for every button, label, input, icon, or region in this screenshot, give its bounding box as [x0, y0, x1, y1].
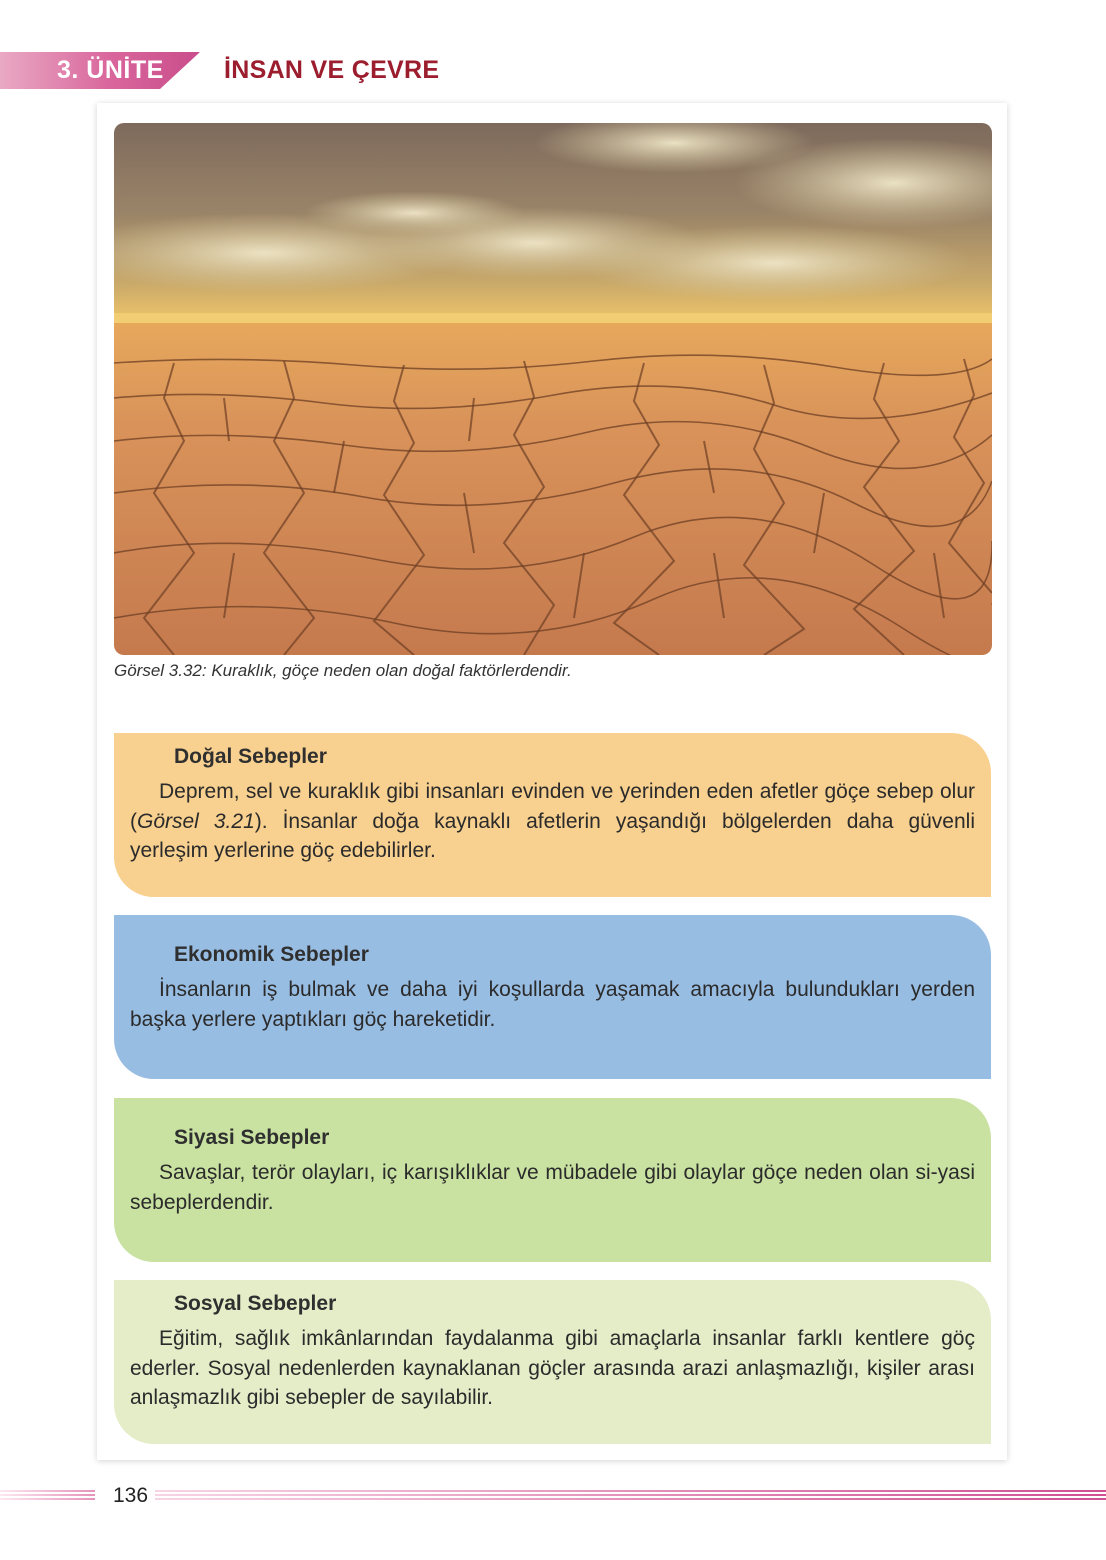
card-title: Ekonomik Sebepler: [174, 943, 369, 966]
footer-rule-left: [0, 1490, 95, 1500]
figure-caption: Görsel 3.32: Kuraklık, göçe neden olan doğal faktörlerdendir.: [114, 661, 572, 680]
card-natural-causes: [114, 733, 991, 897]
card-social-causes: [114, 1280, 991, 1444]
page-number: 136: [113, 1484, 149, 1507]
card-text-part: ). İnsanlar doğa kaynaklı afetlerin yaşandığı bölgelerden daha güvenli yerleşim yerlerine göç edebilirler.: [130, 809, 976, 862]
card-text-part: Deprem, sel ve kuraklık gibi insanları evinden ve yerinden eden afetler göçe sebep olur (: [130, 780, 975, 833]
card-text: İnsanların iş bulmak ve daha iyi koşullarda yaşamak amacıyla bulundukları yerden başka yerlere yaptıkları göç hareketidir.: [130, 978, 975, 1031]
figure-reference: Görsel 3.21: [137, 809, 255, 833]
card-title: Siyasi Sebepler: [174, 1126, 330, 1149]
drought-photo: [114, 123, 992, 655]
card-title: Doğal Sebepler: [174, 745, 327, 768]
card-title: Sosyal Sebepler: [174, 1292, 337, 1315]
cracked-earth-illustration: [114, 123, 992, 655]
card-text: [130, 777, 975, 866]
card-political-causes: [114, 1098, 991, 1262]
card-text: Savaşlar, terör olayları, iç karışıklıklar ve mübadele gibi olaylar göçe neden olan si-yasi sebeplerdendir.: [130, 1161, 975, 1214]
card-text: Eğitim, sağlık imkânlarından faydalanma gibi amaçlarla insanlar farklı kentlere göç ederler. Sosyal nedenlerden kaynaklanan göçler arasında arazi anlaşmazlığı, kişiler arası anlaşmazlık gibi sebepler de sayılabilir.: [130, 1327, 975, 1409]
card-economic-causes: [114, 915, 991, 1079]
footer-rule-right: [155, 1490, 1106, 1500]
unit-label: 3. ÜNİTE: [57, 56, 164, 84]
chapter-title: İNSAN VE ÇEVRE: [224, 56, 440, 84]
